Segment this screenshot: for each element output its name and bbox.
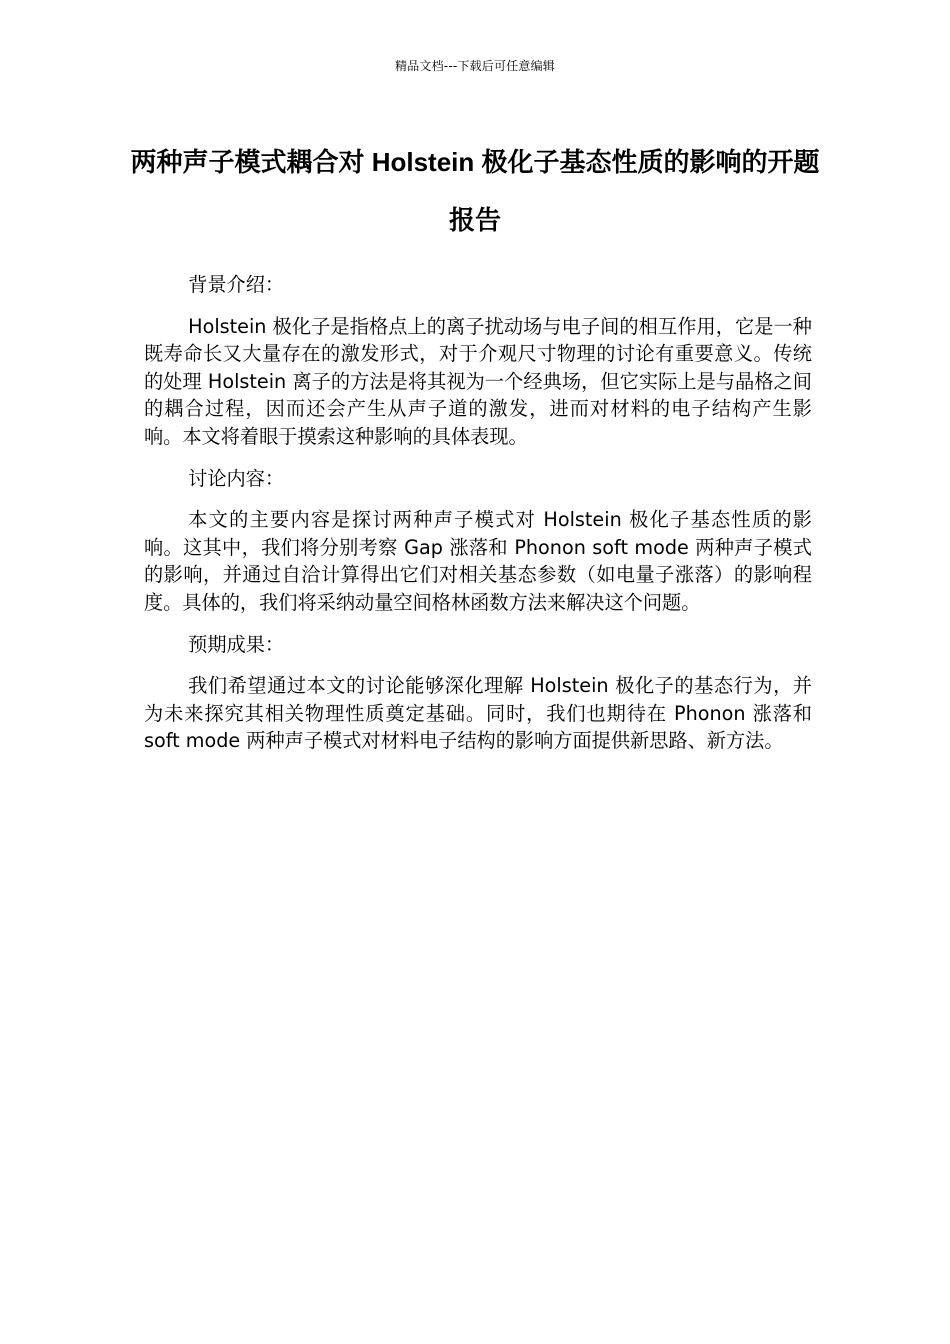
section-body-background: Holstein 极化子是指格点上的离子扰动场与电子间的相互作用，它是一种既寿命长又大量存在的激发形式，对于介观尺寸物理的讨论有重要意义。传统的处理 Holstein 离子的方法是将其视为一个经典场，但它实际上是与晶格之间的耦合过程，因而还会产生从声子道的激发，进而对材料的电子结构产生影响。本文将着眼于摸索这种影响的具体表现。: [144, 314, 812, 448]
section-heading-expected-results: 预期成果：: [188, 632, 285, 656]
section-body-expected-results: 我们希望通过本文的讨论能够深化理解 Holstein 极化子的基态行为，并为未来探究其相关物理性质奠定基础。同时，我们也期待在 Phonon 涨落和 soft mode 两种声子模式对材料电子结构的影响方面提供新思路、新方法。: [144, 674, 812, 753]
section-body-discussion: 本文的主要内容是探讨两种声子模式对 Holstein 极化子基态性质的影响。这其中，我们将分别考察 Gap 涨落和 Phonon soft mode 两种声子模式的影响，并通过自洽计算得出它们对相关基态参数（如电量子涨落）的影响程度。具体的，我们将采纳动量空间格林函数方法来解决这个问题。: [144, 508, 812, 614]
document-title: 两种声子模式耦合对 Holstein 极化子基态性质的影响的开题报告: [130, 147, 820, 235]
section-heading-background: 背景介绍：: [188, 273, 285, 296]
page-header-note: 精品文档---下载后可任意编辑: [395, 59, 555, 73]
section-heading-discussion: 讨论内容：: [188, 466, 285, 490]
document-body: [144, 271, 812, 769]
